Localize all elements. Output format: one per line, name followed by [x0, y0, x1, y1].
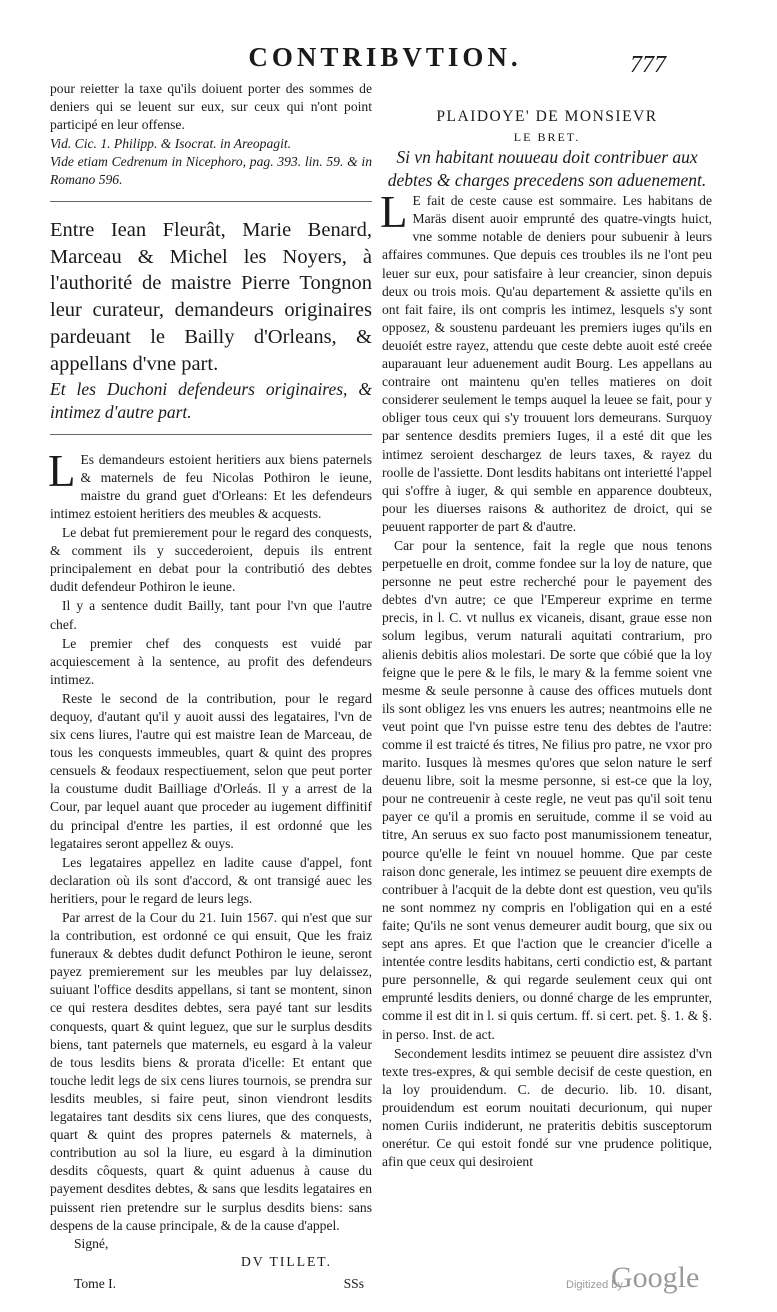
- drop-cap: L: [380, 187, 408, 238]
- left-column: [50, 80, 372, 1293]
- signer-name: DV TILLET.: [241, 1253, 332, 1269]
- paragraph: Le debat fut premierement pour le regard des conquests, & comment ils y succederoient, depuis ils entrent principalement en debat pour la contributió des debtes dudit defendeur Pothiron le ieune.: [50, 525, 372, 595]
- note-reference: Vid. Cic. 1. Philipp. & Isocrat. in Areopagit.: [50, 135, 292, 151]
- paragraph-text: E fait de ceste cause est sommaire. Les habitans de Maräs disent auoir emprunté des quatre-vingts huict, vne somme notable de deniers pour subuenir à leurs affaires communes. Que depuis ces troubles ils ne l'ont peu leuer sur eux, pour satisfaire à leur creancier, sinon depuis deux ou trois mois. Qu'au departement & assiette qu'ils en ont fait faire, ils ont compris les intimez, lesquels s'y sont opposez, & soustenu pardeuant les premiers iuges qu'ils en deuoiét estre rayez, attendu que ceste debte auoit esté creée auparauant leur aduenement audit Bourg. Les appellans au contraire ont maintenu qu'en telles matieres on doit considerer seulement le temps auquel la leuee se fait, pour y obliger tous ceux qui s'y trouuent lors demeurans. Surquoy par sentence desdits premiers Iuges, il a esté dit que les intimez seroient deschargez de leurs taxes, & rayez du roolle de l'assiette. Dont lesdits habitans ont interietté l'appel qui s'offre à iuger, & qui semble en apparence doubteux, pour les diuerses raisons & authoritez de droict, qui se peuuent rapporter de part & d'autre.: [382, 193, 712, 534]
- section-divider: [50, 201, 372, 202]
- plaidoyer-author: LE BRET.: [513, 130, 581, 145]
- digitization-watermark: [566, 1261, 706, 1301]
- paragraph: Secondement lesdits intimez se peuuent dire assistez d'vn texte tres-expres, & qui semble decisif de ceste question, en la loy prouidendum. C. de decurio. lib. 10. disant, prouidendum est eorum nouitati decurionum, qui nuper nomen Curiis indiderunt, ne prateritis debitis susceptorum onerétur. Ce qui estoit fondé sur vne prudence politique, afin que ceux qui desiroient: [382, 1045, 712, 1170]
- paragraph: Les legataires appellez en ladite cause d'appel, font declaration où ils sont d'accord, & ont transigé auec les heritiers, pour le regard de leurs legs.: [50, 854, 372, 906]
- case-parties: Entre Iean Fleurât, Marie Benard, Marceau & Michel les Noyers, à l'authorité de maistre Pierre Tongnon leur curateur, demandeurs originaires pardeuant le Bailly d'Orleans, & appellans d'vne part.: [50, 218, 372, 375]
- case-respondents: Et les Duchoni defendeurs originaires, & intimez d'autre part.: [50, 378, 372, 422]
- google-logo: Google: [611, 1261, 700, 1294]
- footer-line: [50, 1275, 372, 1293]
- paragraph: Le premier chef des conquests est vuidé par acquiescement à la sentence, au profit des defendeurs intimez.: [50, 635, 372, 687]
- case-question: Si vn habitant nouueau doit contribuer aux debtes & charges precedens son aduenement.: [387, 147, 707, 191]
- note-reference: Vide etiam Cedrenum in Nicephoro, pag. 393. lin. 59. & in Romano 596.: [50, 153, 372, 187]
- volume-label: Tome I.: [74, 1275, 117, 1291]
- note-continuation: pour reietter la taxe qu'ils doiuent porter des sommes de deniers qui se leuent sur eux, sur ceux qui n'ont point participé en leur offense.: [50, 81, 372, 133]
- signed-label: Signé,: [74, 1235, 109, 1251]
- right-column: [382, 102, 712, 1171]
- plaidoyer-title: PLAIDOYE' DE MONSIEVR: [436, 108, 658, 125]
- paragraph: [380, 187, 712, 536]
- paragraph: Par arrest de la Cour du 21. Iuin 1567. qui n'est que sur la contribution, est ordonné ce qui ensuit, Que les fraiz funeraux & debtes dudit defunct Pothiron le ieune, seront payez premierement sur les meubles par luy delaissez, suiuant l'office desdits appellans, si tant se montent, sinon ce qui restera desdites debtes, sera payé tant sur lesdits conquests, quart & quint leguez, que sur le surplus desdits biens, tant paternels que maternels, eu esgard à la valeur de tous lesdits biens & prorata d'icelle: Et entant que touche ledit legs de six cens liures tournois, se prendra sur lesdits meubles, si faire peut, sinon viendront lesdits legataires tant desdits six cens liures, que des conquests, quart & quint des propres paternels & maternels, à contribution au sol la liure, eu esgard à la diminution desdits côquests, quart & quint aduenus à cause du payement desdites debtes, & sans que lesdits legataires en puissent rien pretendre sur le surplus desdits biens: sans despens de la cause principale, & de la cause d'appel.: [50, 910, 372, 1233]
- page-number: 777: [630, 52, 666, 78]
- watermark-prefix: Digitized by: [566, 1279, 623, 1291]
- paragraph: Il y a sentence dudit Bailly, tant pour l'vn que l'autre chef.: [50, 598, 372, 632]
- signature-mark: SSs: [343, 1275, 364, 1291]
- paragraph: Reste le second de la contribution, pour le regard dequoy, d'autant qu'il y auoit aussi des legataires, l'vn de six cens liures, l'autre qui est maistre Iean de Marceau, de tous les conquests immeubles, quart & quint des propres censuels & feodaux respectiuement, selon que peut porter la coustume dudit Bailliage d'Orleás. Il y a arrest de la Cour, par lequel auant que proceder au iugement diffinitif du principal d'entre les parties, il est ordonné que les legataires seront appellez & ouys.: [50, 690, 372, 851]
- drop-cap: L: [48, 445, 76, 496]
- paragraph: Car pour la sentence, fait la regle que nous tenons perpetuelle en droit, comme fondee sur la loy de nature, que personne ne peut estre recherché pour le payement des debtes d'vn autre; ce que l'Empereur exprime en terme precis, in l. C. vt nullus ex vicaneis, disant, graue esse non solum legibus, verum naturali aquitati contrarium, pro alienis debitis alios molestari. De sorte que cóbié que la loy feigne que le pere & le fils, le mary & la femme soient vne mesme & seule personne à cause des offices mutuels dont ils sont obligez les vns enuers les autres; neantmoins elle ne veut point que l'vn puisse estre tenu des debtes de l'autre: comme il est traicté és titres, Ne filius pro patre, ne vxor pro marito. Iusques là mesmes qu'ores que selon nature le serf deuenu libre, soit la mesme personne, si est-ce que la loy, pour ne contreuenir à ceste regle, ne veut pas qu'il soit tenu payer ce qu'il a promis en seruitude, comme il se void au titre, An seruus ex suo facto post manumissionem teneatur, pource qu'elle le feint vn nouuel homme. Que par ceste raison donc generale, les intimez se peuuent dire exempts de contribuer à l'acquit de la debte dont est question, veu qu'ils ne sont nommez ny compris en l'obligation qui en a esté faite; Qu'ils ne sont venus demeurer audit bourg, que six ou sept ans apres. Et que l'action que le creancier d'icelle a intentée contre lesdits habitans, certi condictio est, & partant pure personnelle, & qui regarde seulement ceux qui ont emprunté lesdits deniers, ou donné charge de les emprunter, comme il est dit in l. si quis certum. ff. si cert. pet. §. 1. & §. in perso. Inst. de act.: [382, 537, 712, 1042]
- paragraph: [48, 445, 372, 523]
- section-divider: [50, 434, 372, 435]
- paragraph-text: Es demandeurs estoient heritiers aux biens paternels & maternels de feu Nicolas Pothiron le ieune, maistre du grand guet d'Orleans: Et les defendeurs intimez estoient heritiers des meubles & acquests.: [50, 451, 372, 521]
- running-title: CONTRIBVTION.: [248, 42, 522, 72]
